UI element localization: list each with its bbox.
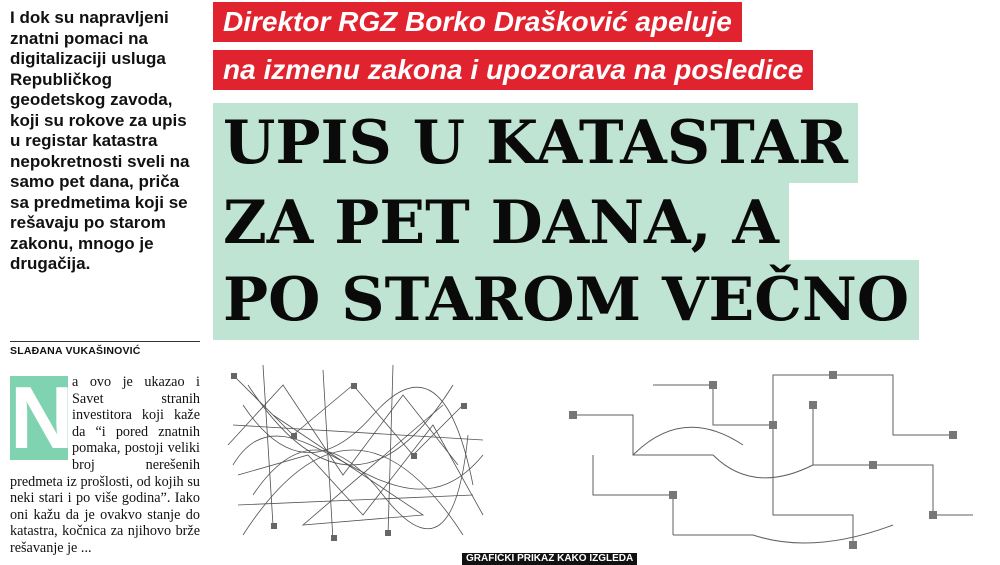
simplified-process-diagram	[573, 375, 973, 545]
headline-line-1: UPIS U KATASTAR	[213, 103, 858, 183]
diagram-nodes-right	[569, 371, 957, 549]
kicker-line-1: Direktor RGZ Borko Drašković apeluje	[213, 2, 742, 42]
article-lede: I dok su napravljeni znatni pomaci na digitalizaciji usluga Republičkog geodetskog zavoda, koji su rokove za upis u registar katastra nepokretnosti sveli na samo pet dana, priča sa predmetima koji se rešavaju po starom zakonu, mnogo je drugačija.	[10, 8, 190, 273]
graphic-caption: GRAFIČKI PRIKAZ KAKO IZGLEDA	[462, 553, 637, 565]
diagram-nodes	[231, 373, 467, 541]
drop-cap: N	[10, 374, 74, 467]
headline-line-2: ZA PET DANA, A	[213, 183, 789, 263]
complex-process-diagram	[228, 365, 483, 540]
article-body	[10, 374, 200, 563]
headline-line-3: PO STAROM VEČNO	[213, 260, 919, 340]
author-byline: SLAĐANA VUKAŠINOVIĆ	[10, 341, 200, 357]
kicker-line-2: na izmenu zakona i upozorava na posledice	[213, 50, 813, 90]
process-diagram-graphic	[213, 345, 1000, 563]
article-body-text: a ovo je ukazao i Savet stranih investitora koji kaže da “i pored znatnih pomaka, postoji veliki broj nerešenih predmeta iz prošlosti, od kojih su neki stari i po više godina”. Iako oni kažu da je ovakvo stanje do katastra, kočnica za njihovo brže rešavanje je ...	[10, 374, 200, 556]
article-sidebar	[0, 0, 200, 563]
